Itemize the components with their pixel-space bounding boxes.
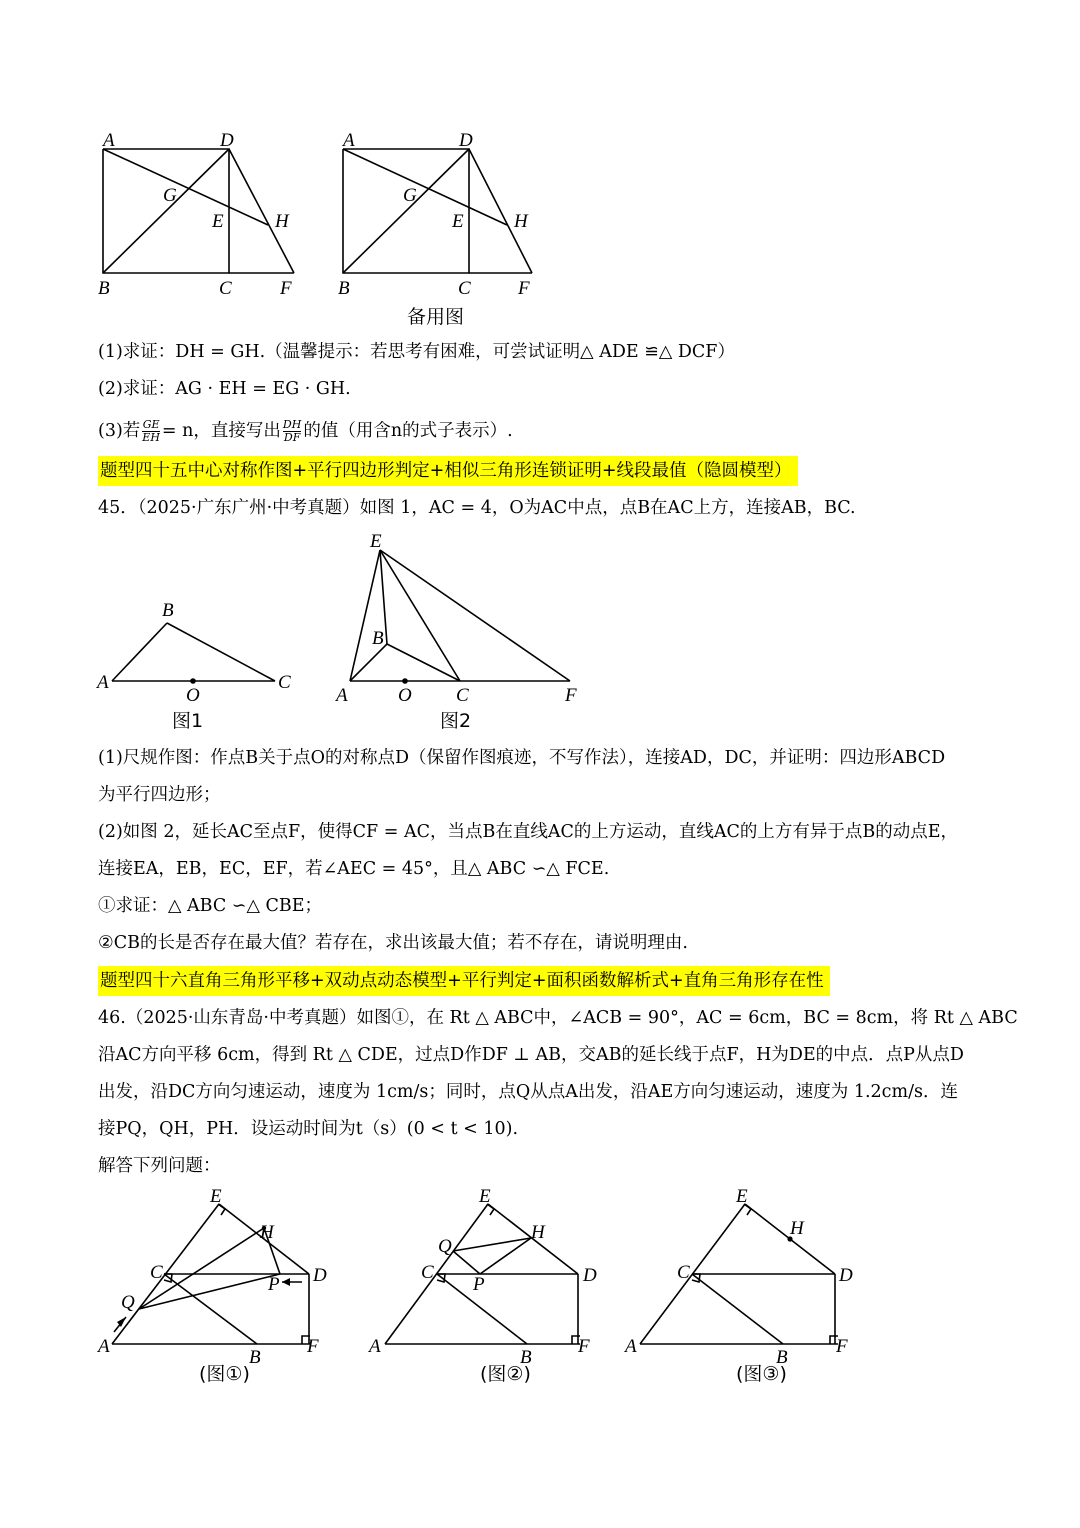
label-B: B <box>520 1347 532 1368</box>
q45-part2-line1: (2)如图 2，延长AC至点F，使得CF = AC，当点B在直线AC的上方运动，直线AC的上方有异于点B的动点E， <box>98 822 959 842</box>
label-F: F <box>280 278 292 299</box>
figure-caption: 图2 <box>440 710 472 732</box>
q46-line3: 出发，沿DC方向匀速运动，速度为 1cm/s；同时，点Q从点A出发，沿AE方向匀速运动，速度为 1.2cm/s．连 <box>98 1082 958 1102</box>
label-C: C <box>278 672 291 693</box>
label-D: D <box>459 130 473 151</box>
label-O: O <box>186 685 200 706</box>
label-C: C <box>421 1262 434 1283</box>
label-C: C <box>219 278 232 299</box>
q44-part3 <box>98 414 513 448</box>
label-C: C <box>677 1262 690 1283</box>
q44-part2: (2)求证：AG · EH = EG · GH. <box>98 379 351 399</box>
figure-caption: (图③) <box>736 1363 787 1385</box>
figure-45-2 <box>330 528 590 735</box>
q44-part3-suffix: 的值（用含n的式子表示）. <box>303 421 513 441</box>
q45-sub2: ②CB的长是否存在最大值？若存在，求出该最大值；若不存在，请说明理由. <box>98 933 688 953</box>
label-B: B <box>776 1347 788 1368</box>
label-Q: Q <box>121 1292 135 1313</box>
label-G: G <box>403 185 417 206</box>
label-A: A <box>343 130 355 151</box>
label-B: B <box>98 278 110 299</box>
figure-square-backup <box>332 125 562 335</box>
q45-part2-line2: 连接EA，EB，EC，EF，若∠AEC = 45°，且△ ABC ∽△ FCE. <box>98 859 610 879</box>
label-F: F <box>565 685 577 706</box>
label-C: C <box>456 685 469 706</box>
figure-46-1 <box>92 1185 337 1390</box>
fraction-dh-df <box>283 419 301 444</box>
q45-sub1: ①求证：△ ABC ∽△ CBE； <box>98 896 323 916</box>
label-A: A <box>98 1336 110 1357</box>
figure-caption: (图②) <box>480 1363 531 1385</box>
figure-square-main <box>92 125 322 305</box>
label-E: E <box>212 211 224 232</box>
label-D: D <box>583 1265 597 1286</box>
figure-caption: 备用图 <box>407 306 465 328</box>
label-A: A <box>369 1336 381 1357</box>
label-D: D <box>313 1265 327 1286</box>
label-H: H <box>531 1222 545 1243</box>
label-C: C <box>458 278 471 299</box>
label-B: B <box>372 628 384 649</box>
fraction-ge-eh <box>142 419 160 444</box>
q46-line1: 46.（2025·山东青岛·中考真题）如图①，在 Rt △ ABC中，∠ACB = 90°，AC = 6cm，BC = 8cm，将 Rt △ ABC <box>98 1008 1018 1028</box>
q44-part3-prefix: (3)若 <box>98 421 141 441</box>
section-title-46: 题型四十六直角三角形平移+双动点动态模型+平行判定+面积函数解析式+直角三角形存在性 <box>98 966 830 996</box>
q46-line2: 沿AC方向平移 6cm，得到 Rt △ CDE，过点D作DF ⊥ AB，交AB的延长线于点F，H为DE的中点．点P从点D <box>98 1045 964 1065</box>
label-B: B <box>162 600 174 621</box>
q45-part1-line2: 为平行四边形； <box>98 785 221 805</box>
q45-part1-line1: (1)尺规作图：作点B关于点O的对称点D（保留作图痕迹，不写作法），连接AD，DC，并证明：四边形ABCD <box>98 748 946 768</box>
label-P: P <box>473 1274 485 1295</box>
label-F: F <box>307 1336 319 1357</box>
label-A: A <box>625 1336 637 1357</box>
frac-num: DH <box>282 418 302 431</box>
label-C: C <box>150 1262 163 1283</box>
label-D: D <box>220 130 234 151</box>
label-H: H <box>275 211 289 232</box>
label-F: F <box>518 278 530 299</box>
label-E: E <box>370 531 382 552</box>
label-H: H <box>260 1222 274 1243</box>
label-A: A <box>103 130 115 151</box>
label-E: E <box>479 1186 491 1207</box>
label-E: E <box>736 1186 748 1207</box>
label-B: B <box>249 1347 261 1368</box>
figure-46-3 <box>620 1185 865 1390</box>
figure-46-2 <box>365 1185 610 1390</box>
label-G: G <box>163 185 177 206</box>
label-D: D <box>839 1265 853 1286</box>
label-Q: Q <box>438 1236 452 1257</box>
q44-part3-mid: = n，直接写出 <box>161 421 281 441</box>
label-A: A <box>336 685 348 706</box>
frac-den: DF <box>283 431 301 444</box>
q44-part1: (1)求证：DH = GH.（温馨提示：若思考有困难，可尝试证明△ ADE ≌△ DCF） <box>98 342 735 362</box>
frac-den: EH <box>142 431 160 444</box>
label-P: P <box>268 1274 280 1295</box>
q46-line4: 接PQ，QH，PH．设运动时间为t（s）(0 < t < 10). <box>98 1119 519 1139</box>
q45-intro: 45．（2025·广东广州·中考真题）如图 1，AC = 4，O为AC中点，点B在AC上方，连接AB，BC. <box>98 498 856 518</box>
label-H: H <box>790 1218 804 1239</box>
label-E: E <box>210 1186 222 1207</box>
label-F: F <box>836 1336 848 1357</box>
label-O: O <box>398 685 412 706</box>
label-F: F <box>578 1336 590 1357</box>
figure-45-1 <box>92 595 302 735</box>
figure-caption: (图①) <box>199 1363 250 1385</box>
label-E: E <box>452 211 464 232</box>
frac-num: GE <box>142 418 160 431</box>
section-title-45: 题型四十五中心对称作图+平行四边形判定+相似三角形连锁证明+线段最值（隐圆模型） <box>98 456 798 486</box>
q46-line5: 解答下列问题： <box>98 1156 221 1176</box>
label-H: H <box>514 211 528 232</box>
label-A: A <box>97 672 109 693</box>
figure-caption: 图1 <box>172 710 204 732</box>
label-B: B <box>338 278 350 299</box>
